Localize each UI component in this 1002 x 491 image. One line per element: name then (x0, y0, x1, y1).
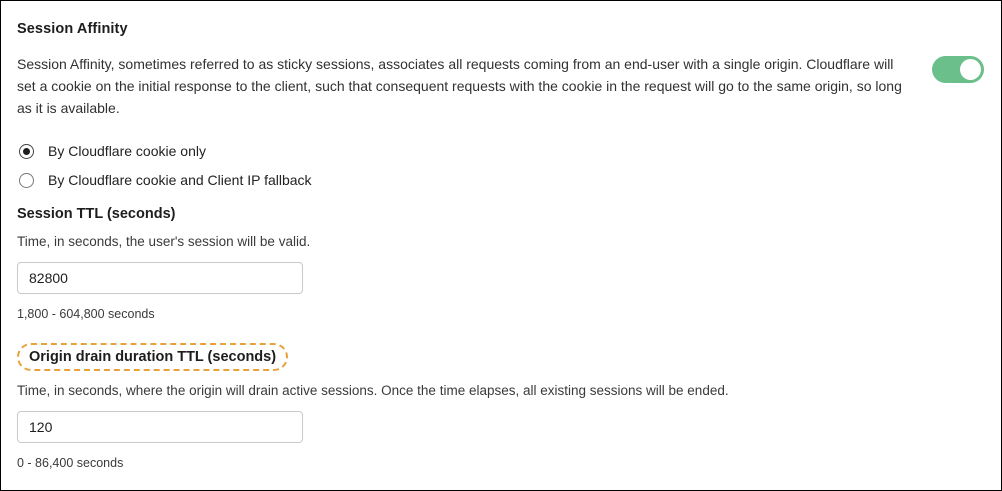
session-ttl-range-hint: 1,800 - 604,800 seconds (17, 307, 155, 321)
session-ttl-label: Session TTL (seconds) (17, 206, 176, 222)
origin-drain-ttl-range-hint: 0 - 86,400 seconds (17, 456, 124, 470)
radio-option-label: By Cloudflare cookie only (48, 143, 206, 159)
origin-drain-ttl-label-highlight (17, 343, 288, 371)
radio-option-cookie-only[interactable] (17, 143, 985, 159)
radio-button-icon[interactable] (19, 173, 34, 188)
origin-drain-ttl-label: Origin drain duration TTL (seconds) (29, 349, 277, 365)
session-ttl-help: Time, in seconds, the user's session will be valid. (17, 234, 311, 249)
toggle-knob (960, 59, 981, 80)
session-ttl-input[interactable] (17, 262, 303, 294)
session-affinity-panel (1, 1, 1001, 490)
radio-option-cookie-and-ip[interactable] (17, 172, 985, 188)
session-affinity-toggle[interactable] (932, 56, 984, 83)
origin-drain-ttl-input[interactable] (17, 411, 303, 443)
origin-drain-ttl-help: Time, in seconds, where the origin will drain active sessions. Once the time elapses, all existing sessions will be ended. (17, 383, 729, 398)
affinity-mode-radio-group (17, 143, 985, 188)
page-title: Session Affinity (17, 21, 128, 37)
section-description: Session Affinity, sometimes referred to as sticky sessions, associates all requests coming from an end-user with a single origin. Cloudflare will set a cookie on the initial response to the client, such that consequent requests with the cookie in the request will go to the same origin, so long as it is available. (17, 56, 902, 116)
radio-button-icon[interactable] (19, 144, 34, 159)
radio-option-label: By Cloudflare cookie and Client IP fallback (48, 172, 312, 188)
